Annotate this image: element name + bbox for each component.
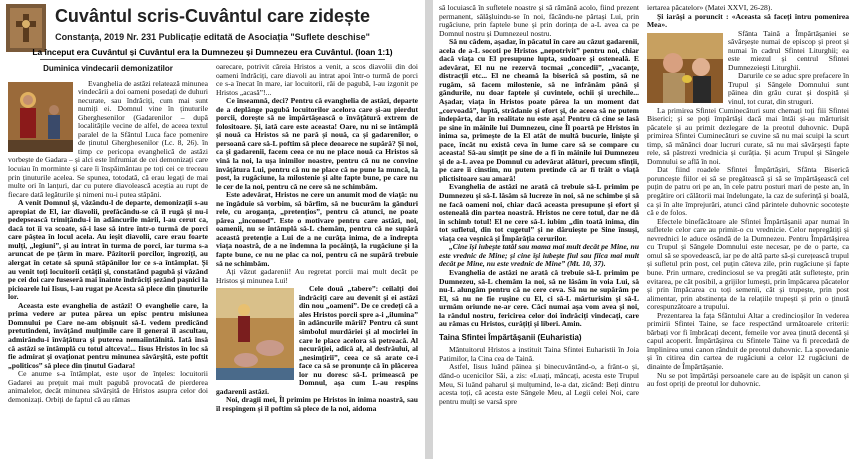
icon-swine-illustration (216, 288, 294, 380)
icon-christ-healing (8, 82, 73, 152)
paragraph-1: iertarea păcatelor» (Matei XXVI, 26-28). (647, 3, 773, 12)
paragraph-4: Evanghelia de astăzi ne arată că trebuie să-L primim pe Dumnezeu, să-L chemăm la noi, să ne lăsăm în voia Lui, să nu-L alungăm pentru că ne cere ceva. Să nu ne supărăm pe El, să nu ne fie rușine cu El, ci să-L mărturisim și să-L urmăm oriunde ne-ar cere. Căci numai așa vom avea și noi, la rândul nostru, fericirea celor doi îndrăciți vindecați, care au rămas cu Hristos, curățiți și liberi. Amin. (439, 267, 639, 329)
left-page (0, 0, 425, 459)
paragraph-2: Să nu cădem, așadar, în păcatul în care au căzut gadarenii, acela de a-L socoti pe Hristos „nepotrivit” pentru noi, chiar dacă viața cu El presupune lupta, sudoare și osteneală. E adevărat, El nu ne rezervă tocmai „concedii”, „vacanțe, distracții etc... El ne cheamă la biserică să postim, să ne rugăm, să facem milostenie, să ne înfrânăm până și gândurile, nu doar faptele și cuvintele, ochii și urechile... Așadar, viața în Hristos poate părea la un moment dat „corvoadă”, luptă, strădanie și efort și, de aceea să ne putem îndepărta, dar în realitate nu este așa! Pentru că cine se lasă pe sine în mâinile lui Dumnezeu, cine Îl poartă pe Hristos în inima sa, primește de la El atât de multă bucurie, liniște și pace, încât nu există ceva în lume care să se compare cu aceasta! Să-au simțit pe sine de a fi în mâinile lui Dumnezeu și de a-L avea pe Domnul cu adevărat alături, precum sfinții, pe care îi cinstim, nu putem pretinde că ar fi trăit o viață plictisitoare sau amară! (439, 37, 639, 183)
header-divider (40, 59, 385, 60)
newspaper-title: Cuvântul scris-Cuvântul care zidește (54, 6, 371, 26)
paragraph-1: Evanghelia de astăzi relatează minunea vindecării a doi oameni posedați de duhuri necurate, sau îndrăciți, cum mai sunt numiți ei. Domnul vine în ținuturile Gherghesenilor (Gadarenilor – după localitățile vecine de alfel, de aceea textul paralel de la Sfântul Luca face pomenire de ținutul Gherghesenilor (Lc. 8, 26). în timp ce pericopa evanghelică de astăzi vorbește de Gadara – și alci este înfrumiat de cei demonizați care locuiau în morminte și care îi înspăimântau pe toți cei ce treceau prin ținuturile acelea. Se spunea, totodată, că erau legați de mai multe ori în lanțuri, dar cu putere diavolească aceștia au rupt de fiecare dată legăturile și nimeni nu-i putea stăpâni. (8, 78, 208, 199)
paragraph-4: Darurile ce se aduc spre prefacere în Trupul și Sângele Domnului sunt pâinea din grâu curat și dospită și vinul, tot curat, din struguri. (728, 71, 849, 107)
paragraph-3: Sfânta Taină a Împărtășaniei se săvârșește numai de episcop și preot și numai în cadrul Sfintei Liturghii; ea este miezul și centrul Sfintei Dumnezeiești Liturghii. (728, 28, 849, 72)
right-column-1 (439, 4, 639, 459)
right-page (433, 0, 855, 459)
left-column-2 (216, 63, 418, 459)
paragraph-1: oarecare, potrivit căreia Hristos a venit, a scos diavolii din doi oameni îndrăciți, care diavoli au intrat apoi într-o turmă de porci ce s-a înecat în mare, iar locuitorii, răi de pagubă, l-au izgonit pe Hristos „acasă”!... (216, 62, 418, 97)
paragraph-3: Este adevărat, Hristos ne cere un anumit mod de viață: nu ne îngăduie să vorbim, să bârfim, să ne bucurăm la gânduri rele, cu aroganța, „pretențios”, pentru că atunci, ne poate părea „incomod”. Este o motivare pentru care astăzi, noi, oamenii, nu se întâmplă să-L chemăm, pentru că ne supără această pretenție a Lui de a ne curăța inima, de a îndrepta viața noastră, de a ne îndemna la pocăință, la rugăciune și la fapte bune, ce nu ne plac ca noi, pentru că ne supără trebuie să ne schimbăm. (216, 190, 418, 268)
paragraph-6: Astfel, Iisus luând pâinea și binecuvântând-o, a frânt-o și, dând-o ucenicilor Săi, a zis: «Luați, mâncați, acesta este Trupul Meu, Si luând paharul și mulțumind, le-a dat, zicând: Beți dintru acesta toți, că acesta este Sângele Meu, al Legii celei Noi, care pentru mulți se varsă spre (439, 362, 639, 406)
paragraph-2: A venit Domnul și, văzându-l de departe, demonizații s-au apropiat de El, iar diavolii, prefăcându-se că îl rugă și nu-i pedepsească trimițându-i în adâncurile mării, l-au cerut ca, dacă tot îi va scoate, să-i lase să intre într-o turmă de porci care păștea în locul acela. Au ieșit diavolii, care erau foarte mulți, „legiuni”, și au intrat în turma de porci, iar turma s-a aruncat de pe țărm în mare. Păzitorii porcilor, îngroziți, au alergat în cetate să spună stăpânilor lor ce s-a întâmplat. Și au venit toți locuitorii cetății și, constatând pagubă și văzând pe cei doi care fuseseră mai înainte îndrăciți șezând pașnici la picioarele lui Iisus, l-au rugat pe Acesta să plece din ținuturile lor. (8, 198, 208, 302)
publication-info: Constanța, 2019 Nr. 231 Publicație editată de Asociația "Suflete deschise" (55, 32, 370, 42)
motto: La început era Cuvântul și Cuvântul era la Dumnezeu și Dumnezeu era Cuvântul. (Ioan 1:1) (32, 47, 393, 57)
paragraph-4: Ați văzut gadarenii! Au regretat porcii mai mult decât pe Hristos și minunea Lui! (216, 267, 418, 285)
paragraph-1: să locuiască în sufletele noastre și să rămână acolo, fiind prezent permanent, sălășluindu-se în noi, făcându-ne părtași Lui, prin rugăciune, prin faptele bune și prin dorința de a-L avea ca pe Domnul nostru și Dumnezeul nostru. (439, 3, 639, 38)
paragraph-5: Mântuitorul Hristos a instituit Taina Sfintei Euharistii în Joia Patimilor, la Cina cea de Taină. (439, 345, 639, 363)
quote: „Cine își iubește tatăl sau mama mai mult decât pe Mine, nu este vrednic de Mine; și cine își iubește fiul sau fiica mai mult decât pe Mine, nu este vrednic de Mine” (Mt. 10, 37). (439, 242, 639, 269)
paragraph-8: Prezentarea la fața Sfântului Altar a credincioșilor în vederea primirii Sfintei Taine, se face respectând următoarele criterii: bărbați vor fi îmbrăcați decent, femeile vor avea ținută decentă și capul acoperit. Împărtășirea cu Sfintele Taine va fi precedată de împlinirea unui canon rânduit de preotul duhovnic. La spovedanie și în citirea din cartea de rugăciuni a celor 12 rugăciuni de dinainte de Împărtășanie. (647, 310, 849, 371)
paragraph-5: La primirea Sfintei Cuminecături sunt chemați toți fiii Sfintei Biserici; și se poți împărtăși dacă mai întâi și-au mărturisit păcatele și au primit dezlegare de la preotul duhovnic. După primirea Sfintei Cuminecături se cuvine să nu mai scuipi la scurt timp, să mănânci doar lucruri curate, să nu mai săvârșești fapte rele, să păstrezi vrednicia și curăția. Și acum Trupul și Sângele Domnului se află în noi. (647, 105, 849, 166)
article-heading: Duminica vindecarii demonizatilor (43, 64, 173, 73)
paragraph-9: Nu se pot împărtăși persoanele care au de ispășit un canon și au fost opriți de preotul lor duhovnic. (647, 370, 849, 389)
paragraph-3: Evanghelia de astăzi ne arată că trebuie să-L primim pe Dumnezeu și să-L lăsăm să lucreze în noi, să ne schimbe și să ne facă oameni noi, chiar dacă aceasta presupune și efort și osteneală din partea noastră. Hristos ne cere totul, dar ne dă în schimb totul! El ne cere să-L iubim „din toată inima, din tot sufletul, din tot cugetul” și ne dăruiește pe Sine însuși, viața cea veșnică și Împărăția cerurilor. (439, 182, 639, 243)
right-column-2 (647, 4, 849, 459)
paragraph-6: Dat fiind roadele Sfintei Împărtășiri, Sfânta Biserică poruncește fiilor ei să se pregătească și să se împărtășească cel puțin de patru ori pe an, în cele patru posturi mari de peste an, în pregătire ori călătorii mai îndelungate, la caz de suferință și boală, ca și în alte împrejurări, atunci când părintele duhovnic socotește că e de folos. (647, 165, 849, 218)
paragraph-2: Și iarăși a poruncit : «Aceasta să faceți întru pomenirea Mea». (647, 11, 849, 30)
left-column-1 (8, 63, 208, 459)
paragraph-5: Cele două „tabere”: ceilalți doi îndrăciți care au devenit și ei astăzi din nou „oameni”. De ce credeți că a ales Hristos porcii spre a-i „ilumina” în adâncurile mării? Pentru că sunt simbolul murdăriei și al mocirlei în care le place acelora să petreacă. Al necurăției, adică al, al desfrâului, al „nesimțirii”, ceea ce să arate ce-i face ca să se pronunțe că în plăcerea lor nu doresc să-L primească pe Domnul, așa cum L-au respins gadarenii astăzi. (216, 284, 418, 396)
paragraph-4: Ce anume s-a întâmplat, este ușor de înțeles: locuitorii Gadarei au prețuit mai mult pagubă provocată de pierderea animalelor, decât minunea săvârșită de Hristos asupra celor doi demonizați. Orbiți de faptul că au rămas (8, 369, 208, 404)
paragraph-3: Aceasta este evanghelia de astăzi! O evanghelie care, la prima vedere ar putea părea un episc pentru misiunea Domnului pe Care ne-am obișnuit să-L vedem predicând pretutindeni, învățând mulțimile care îl generai îl ascultau, admirându-i învățătura și puterea nemaiîntâlnită. Iată însă că astăzi se întâmplă cu totul altceva!... Iisus Hristos în loc să fie admirat și ovaționat pentru minunea săvârșită, este poftit „politicos” să plece din ținutul Gadara! (8, 300, 208, 370)
article-heading-2: Taina Sfintei Împărtășanii (Euharistia) (439, 332, 582, 342)
paragraph-2: Ce înseamnă, deci? Pentru că evanghelia de astăzi, departe de a deplânge pagubă locuitorilor acelora care și-au pierdut porcii, dorește să ne împărtășească o învățătură extrem de folositoare. Și, iată care este aceasta! Oare, nu ni se întâmplă și nouă ca Hristos să ne pară și nouă, ca și gadarenilor, o persoană care să-L poftim să plece deoarece ne supără? Și noi, ca și gadarenii, facem ceea ce nu ne place nouă ca Hristos să vină la noi, la ușa inimilor noastre, pentru că nu ne convine învățătura Lui, pentru că nu ne place că ne pune la muncă, la post, la rugăciune, la milostenie și alte fapte bune, pe care nu le cer de la noi, pentru că ne cere să ne schimbăm. (216, 96, 418, 191)
paragraph-7: Efectele binefăcătoare ale Sfintei Împărtășanii apar numai în sufletele celor care au primit-o cu vrednicie. Celor nepregătiți și nevrednici le aduce osândă de la Dumnezeu. Pentru Împărtășirea cu Trupul și Sângele Domnului este necesar, pe de o parte, ca omul să se spovedească, iar pe de altă parte să-și curețească trupul și sufletul prin post, cel puțin câteva zile, prin rugăciune și fapte bune. Prin urmare, credinciosul se va pregăti atât sufletește, prin evitarea, pe cât posibil, a grijilor lumești, prin împăcarea păcatelor și prin împăcarea cu toți semenii, cât și trupește, prin post alimentar, prin abstinența de la relațiile trupești și prin o ținută corespunzătoare a trupului. (647, 216, 849, 312)
icon-eucharist-photo (647, 33, 723, 103)
paragraph-6: Noi, dragii mei, Îl primim pe Hristos în inima noastră, sau îl respingem și îl poftim să plece de la noi, aidoma (216, 395, 418, 413)
